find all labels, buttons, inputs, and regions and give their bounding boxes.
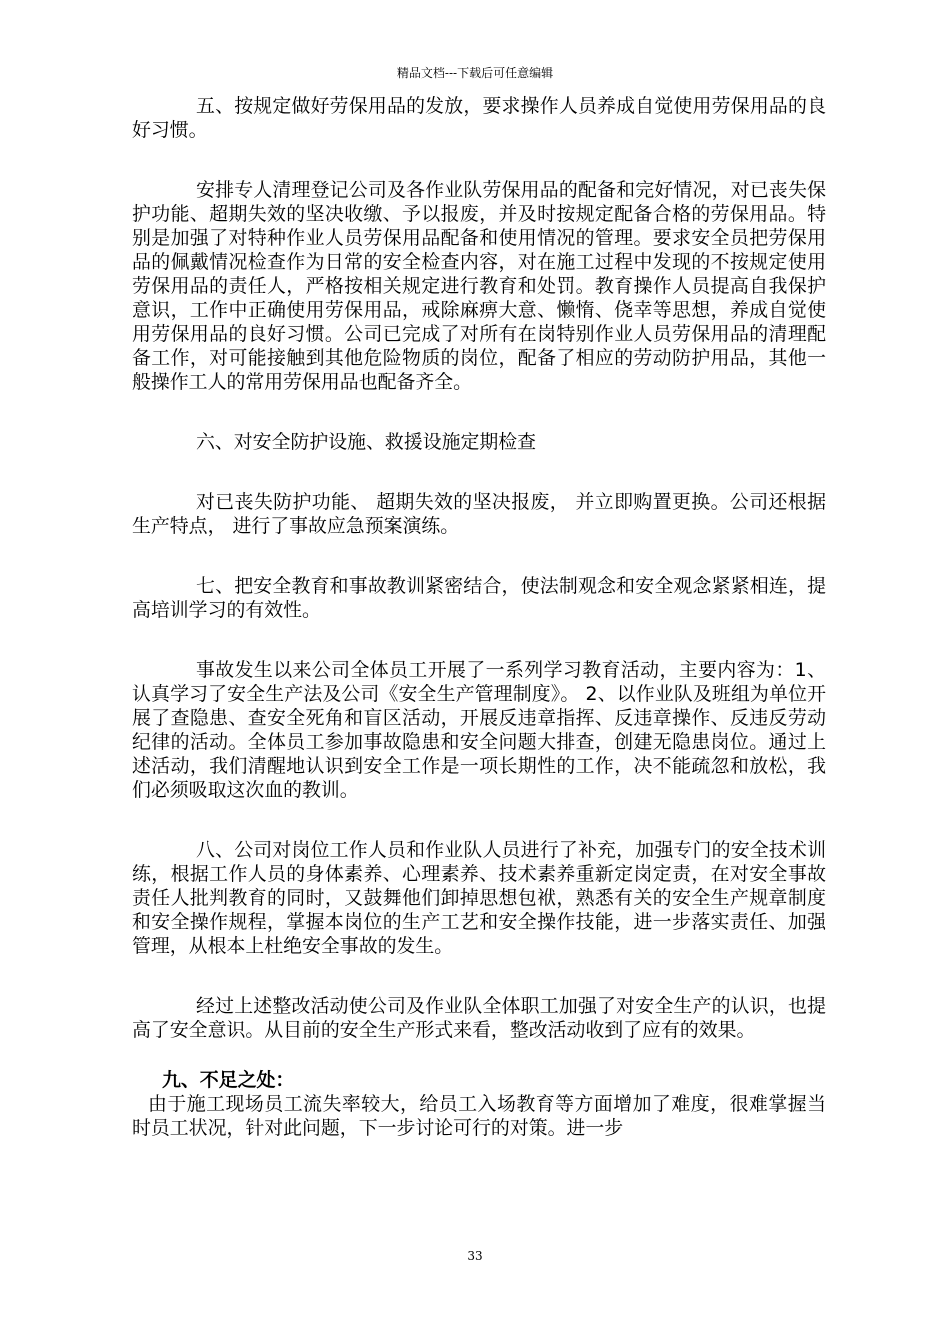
section-6-body: 对已丧失防护功能、 超期失效的坚决报废， 并立即购置更换。公司还根据生产特点， 进行了事故应急预案演练。 [132, 491, 826, 537]
section-8-body: 八、公司对岗位工作人员和作业队人员进行了补充，加强专门的安全技术训练，根据工作人员的身体素养、心理素养、技术素养重新定岗定责，在对安全事故责任人批判教育的同时，又鼓舞他们卸掉思想包袱，熟悉有关的安全生产规章制度和安全操作规程，掌握本岗位的生产工艺和安全操作技能，进一步落实责任、加强管理，从根本上杜绝安全事故的发生。 [132, 839, 826, 957]
section-9-heading: 九、不足之处： [162, 1069, 295, 1091]
document-body [132, 94, 826, 1140]
summary-paragraph: 经过上述整改活动使公司及作业队全体职工加强了对安全生产的认识，也提高了安全意识。从目前的安全生产形式来看，整改活动收到了应有的效果。 [132, 995, 826, 1041]
section-6-heading: 六、对安全防护设施、救援设施定期检查 [196, 431, 537, 453]
page-number: 33 [467, 1249, 483, 1263]
section-5-body: 安排专人清理登记公司及各作业队劳保用品的配备和完好情况，对已丧失保护功能、超期失效的坚决收缴、予以报废，并及时按规定配备合格的劳保用品。特别是加强了对特种作业人员劳保用品配备和使用情况的管理。要求安全员把劳保用品的佩戴情况检查作为日常的安全检查内容，对在施工过程中发现的不按规定使用劳保用品的责任人，严格按相关规定进行教育和处罚。教育操作人员提高自我保护意识，工作中正确使用劳保用品，戒除麻痹大意、懒惰、侥幸等思想，养成自觉使用劳保用品的良好习惯。公司已完成了对所有在岗特别作业人员劳保用品的清理配备工作，对可能接触到其他危险物质的岗位，配备了相应的劳动防护用品，其他一般操作工人的常用劳保用品也配备齐全。 [132, 179, 826, 393]
section-5-heading: 五、按规定做好劳保用品的发放，要求操作人员养成自觉使用劳保用品的良好习惯。 [132, 95, 826, 141]
section-7-body: 事故发生以来公司全体员工开展了一系列学习教育活动，主要内容为：1、认真学习了安全生产法及公司《安全生产管理制度》。 2、以作业队及班组为单位开展了查隐患、查安全死角和盲区活动，开展反违章指挥、反违章操作、反违反劳动纪律的活动。全体员工参加事故隐患和安全问题大排查，创建无隐患岗位。通过上述活动，我们清醒地认识到安全工作是一项长期性的工作，决不能疏忽和放松，我们必须吸取这次血的教训。 [132, 659, 826, 801]
section-7-heading: 七、把安全教育和事故教训紧密结合，使法制观念和安全观念紧紧相连，提高培训学习的有效性。 [132, 575, 826, 621]
section-9-body: 由于施工现场员工流失率较大，给员工入场教育等方面增加了难度，很难掌握当时员工状况，针对此问题，下一步讨论可行的对策。进一步 [132, 1093, 826, 1139]
page-header: 精品文档---下载后可任意编辑 [396, 66, 554, 80]
